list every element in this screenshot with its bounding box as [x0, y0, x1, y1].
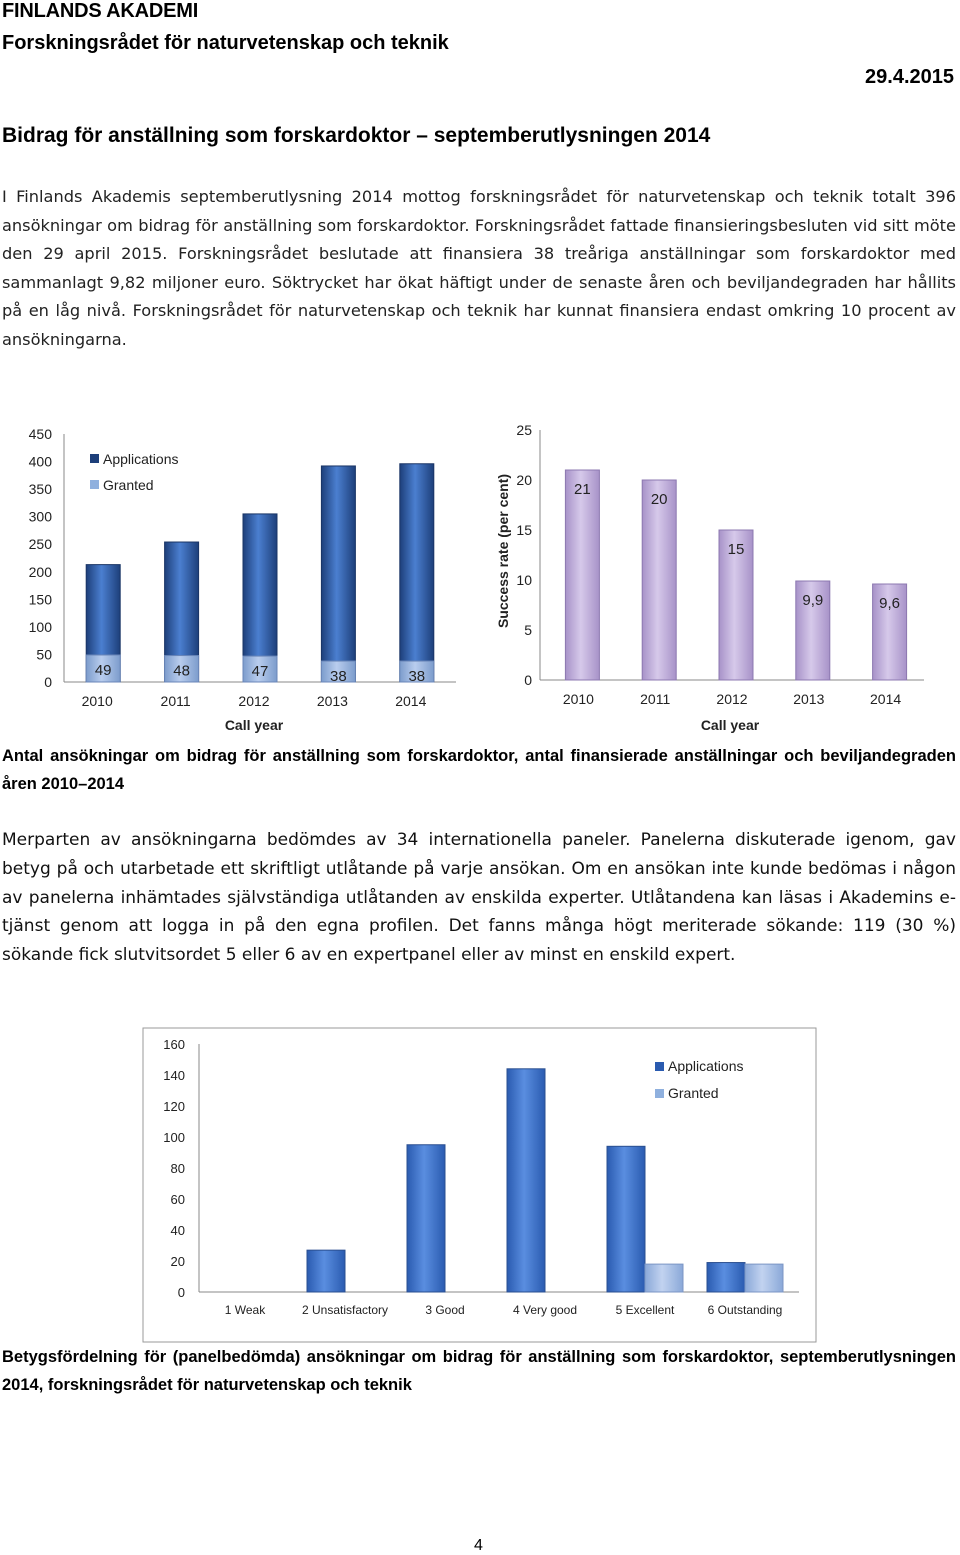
y-tick-label: 450	[28, 426, 52, 442]
chart-caption-1: Antal ansökningar om bidrag för anställning som forskardoktor, antal finansierade anställningar och beviljandegraden åren 2010–2014	[2, 747, 956, 793]
chart-caption-2: Betygsfördelning för (panelbedömda) ansökningar om bidrag för anställning som forskardoktor, septemberutlysningen 2014, forskningsrådet för naturvetenskap och teknik	[2, 1348, 956, 1394]
x-tick-label: 2011	[640, 691, 671, 707]
x-tick-label: 5 Excellent	[615, 1303, 675, 1317]
success-rate-data-label: 9,6	[879, 595, 901, 612]
y-tick-label: 20	[170, 1254, 185, 1269]
document-date: 29.4.2015	[865, 66, 954, 88]
chart-frame	[143, 1028, 816, 1342]
y-tick-label: 350	[28, 481, 52, 498]
y-tick-label: 10	[516, 572, 532, 588]
y-tick-label: 25	[516, 422, 532, 438]
legend-swatch-applications	[655, 1062, 664, 1071]
applications-bar	[400, 464, 434, 682]
success-rate-bar	[565, 470, 599, 680]
council-name: Forskningsrådet för naturvetenskap och teknik	[2, 32, 449, 54]
page-heading: Bidrag för anställning som forskardoktor – septemberutlysningen 2014	[2, 124, 711, 147]
legend-swatch-applications	[90, 454, 99, 463]
x-tick-label: 6 Outstanding	[707, 1303, 783, 1317]
granted-data-label: 38	[330, 668, 347, 686]
y-tick-label: 50	[36, 646, 52, 663]
granted-data-label: 48	[173, 662, 190, 680]
x-tick-label: 2013	[793, 691, 825, 707]
x-tick-label: 1 Weak	[224, 1303, 266, 1317]
applications-granted-chart	[0, 418, 470, 738]
applications-bar	[607, 1146, 645, 1292]
y-tick-label: 140	[163, 1068, 185, 1083]
x-axis-title: Call year	[700, 717, 760, 733]
y-tick-label: 200	[28, 563, 52, 580]
x-tick-label: 2011	[160, 693, 191, 709]
evaluation-paragraph: Merparten av ansökningarna bedömdes av 34 internationella paneler. Panelerna diskuterade igenom, gav betyg på och utarbetade ett skriftligt utlåtande på varje ansökan. Om en ansökan inte kunde bedömas i någon av panelerna inhämtades självständiga utlåtanden av enskilda experter. Utlåtandena kan läsas i Akademins e-tjänst genom att logga in på den egna profilen. Det fanns många högt meriterade sökande: 119 (30 %) sökande fick slutvitsordet 5 eller 6 av en expertpanel eller av minst en enskild expert.	[2, 830, 956, 966]
x-tick-label: 2014	[870, 691, 902, 707]
y-tick-label: 120	[163, 1099, 185, 1114]
y-tick-label: 250	[28, 536, 52, 553]
y-tick-label: 0	[44, 674, 52, 690]
y-tick-label: 15	[516, 522, 532, 538]
granted-bar	[645, 1264, 683, 1292]
x-tick-label: 2 Unsatisfactory	[301, 1303, 389, 1317]
y-tick-label: 0	[177, 1285, 185, 1300]
applications-bar	[407, 1145, 445, 1292]
success-rate-data-label: 15	[727, 541, 745, 558]
applications-bar	[507, 1069, 545, 1292]
x-tick-label: 2014	[395, 693, 427, 709]
y-tick-label: 20	[516, 472, 532, 488]
applications-bar	[707, 1263, 745, 1292]
organization-name: FINLANDS AKADEMI	[2, 0, 199, 22]
y-tick-label: 0	[524, 672, 532, 688]
intro-paragraph: I Finlands Akademis septemberutlysning 2014 mottog forskningsrådet för naturvetenskap och teknik totalt 396 ansökningar om bidrag för anställning som forskardoktor. Forskningsrådet fattade finansieringsbesluten vid sitt möte den 29 april 2015. Forskningsrådet beslutade att finansiera 38 treåriga anställningar som forskardoktor med sammanlagt 9,82 miljoner euro. Söktrycket har ökat häftigt under de senaste åren och beviljandegraden har hållits på en låg nivå. Forskningsrådet för naturvetenskap och teknik har kunnat finansiera endast omkring 10 procent av ansökningarna.	[2, 187, 956, 349]
y-tick-label: 150	[28, 591, 52, 608]
y-tick-label: 100	[28, 618, 52, 635]
applications-bar	[321, 466, 355, 682]
y-tick-label: 300	[28, 508, 52, 525]
legend-label-applications: Applications	[668, 1058, 744, 1074]
y-tick-label: 5	[524, 622, 532, 638]
legend-label-granted: Granted	[103, 477, 154, 493]
x-axis-title: Call year	[224, 717, 284, 733]
x-tick-label: 4 Very good	[512, 1303, 578, 1317]
success-rate-data-label: 21	[574, 481, 591, 498]
x-tick-label: 2012	[716, 691, 748, 707]
page-number: 4	[474, 1537, 483, 1554]
success-rate-chart	[480, 418, 940, 738]
y-tick-label: 60	[170, 1192, 185, 1207]
x-tick-label: 2010	[81, 693, 113, 709]
y-tick-label: 400	[28, 453, 52, 470]
y-tick-label: 80	[170, 1161, 185, 1176]
success-rate-data-label: 20	[650, 491, 668, 508]
granted-bar	[745, 1264, 783, 1292]
granted-data-label: 38	[408, 668, 426, 686]
success-rate-data-label: 9,9	[802, 592, 824, 609]
y-tick-label: 40	[170, 1223, 185, 1238]
y-tick-label: 100	[163, 1130, 185, 1145]
applications-bar	[307, 1250, 345, 1292]
granted-data-label: 49	[94, 661, 112, 679]
rating-distribution-chart	[143, 1028, 817, 1343]
y-tick-label: 160	[163, 1037, 185, 1052]
y-axis-title: Success rate (per cent)	[495, 473, 511, 629]
x-tick-label: 2010	[562, 691, 594, 707]
legend-label-applications: Applications	[103, 451, 179, 467]
legend-swatch-granted	[655, 1089, 664, 1098]
success-rate-bar	[642, 480, 676, 680]
granted-data-label: 47	[251, 663, 269, 681]
x-tick-label: 2013	[316, 693, 348, 709]
x-tick-label: 2012	[238, 693, 270, 709]
x-tick-label: 3 Good	[425, 1303, 465, 1317]
legend-label-granted: Granted	[668, 1085, 719, 1101]
legend-swatch-granted	[90, 480, 99, 489]
